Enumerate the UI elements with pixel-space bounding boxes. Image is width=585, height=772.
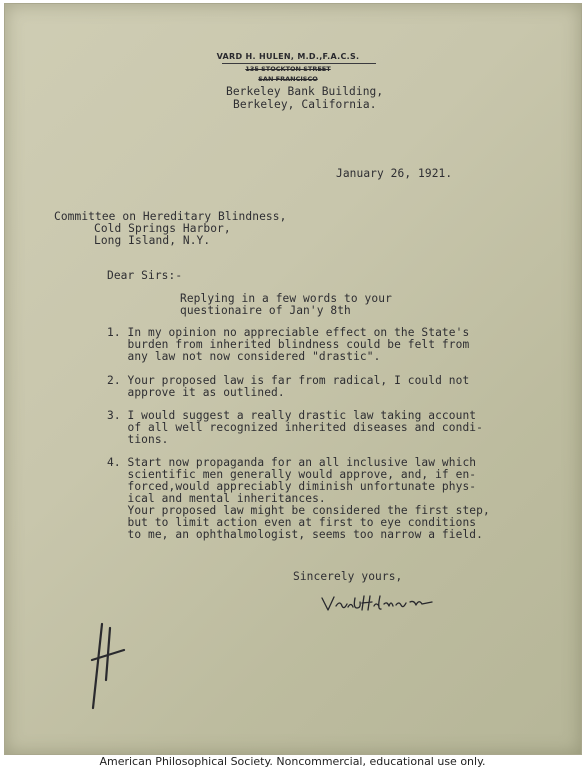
letterhead-street: 135 STOCKTON STREET bbox=[245, 65, 331, 73]
letterhead-name: VARD H. HULEN, M.D.,F.A.C.S. bbox=[216, 52, 360, 61]
recipient-line-2: Cold Springs Harbor, bbox=[94, 222, 231, 235]
point-1-line-2: burden from inherited blindness could be felt from bbox=[107, 338, 470, 351]
letterhead-rule bbox=[222, 63, 376, 64]
point-4-line-3: forced,would appreciably diminish unfortunate phys- bbox=[107, 480, 477, 493]
letterhead-location: Berkeley, California. bbox=[233, 98, 377, 111]
point-4-line-5: Your proposed law might be considered the first step, bbox=[107, 504, 490, 517]
point-4-line-7: to me, an ophthalmologist, seems too narrow a field. bbox=[107, 528, 483, 541]
handwritten-mark-icon bbox=[88, 620, 130, 715]
signature-image bbox=[318, 592, 438, 618]
intro-line-1: Replying in a few words to your bbox=[180, 292, 392, 305]
point-3-line-1: 3. I would suggest a really drastic law taking account bbox=[107, 409, 477, 422]
point-4-line-1: 4. Start now propaganda for an all inclusive law which bbox=[107, 456, 477, 469]
footer-caption: American Philosophical Society. Noncommercial, educational use only. bbox=[99, 755, 486, 768]
point-3-line-3: tions. bbox=[107, 433, 169, 446]
point-3-line-2: of all well recognized inherited diseases and condi- bbox=[107, 421, 483, 434]
letter-date: January 26, 1921. bbox=[336, 167, 453, 180]
point-2-line-1: 2. Your proposed law is far from radical, I could not bbox=[107, 374, 470, 387]
point-4-line-6: but to limit action even at first to eye conditions bbox=[107, 516, 477, 529]
letterhead-building: Berkeley Bank Building, bbox=[226, 85, 384, 98]
recipient-line-3: Long Island, N.Y. bbox=[94, 234, 211, 247]
point-4-line-2: scientific men generally would approve, and, if en- bbox=[107, 468, 477, 481]
point-4-line-4: ical and mental inheritances. bbox=[107, 492, 326, 505]
point-2-line-2: approve it as outlined. bbox=[107, 386, 285, 399]
point-1-line-1: 1. In my opinion no appreciable effect on the State's bbox=[107, 326, 470, 339]
salutation: Dear Sirs:- bbox=[107, 269, 183, 282]
recipient-line-1: Committee on Hereditary Blindness, bbox=[54, 210, 287, 223]
point-1-line-3: any law not now considered "drastic". bbox=[107, 350, 381, 363]
letterhead-city: SAN FRANCISCO bbox=[258, 75, 318, 83]
closing: Sincerely yours, bbox=[293, 570, 403, 583]
intro-line-2: questionaire of Jan'y 8th bbox=[180, 304, 351, 317]
